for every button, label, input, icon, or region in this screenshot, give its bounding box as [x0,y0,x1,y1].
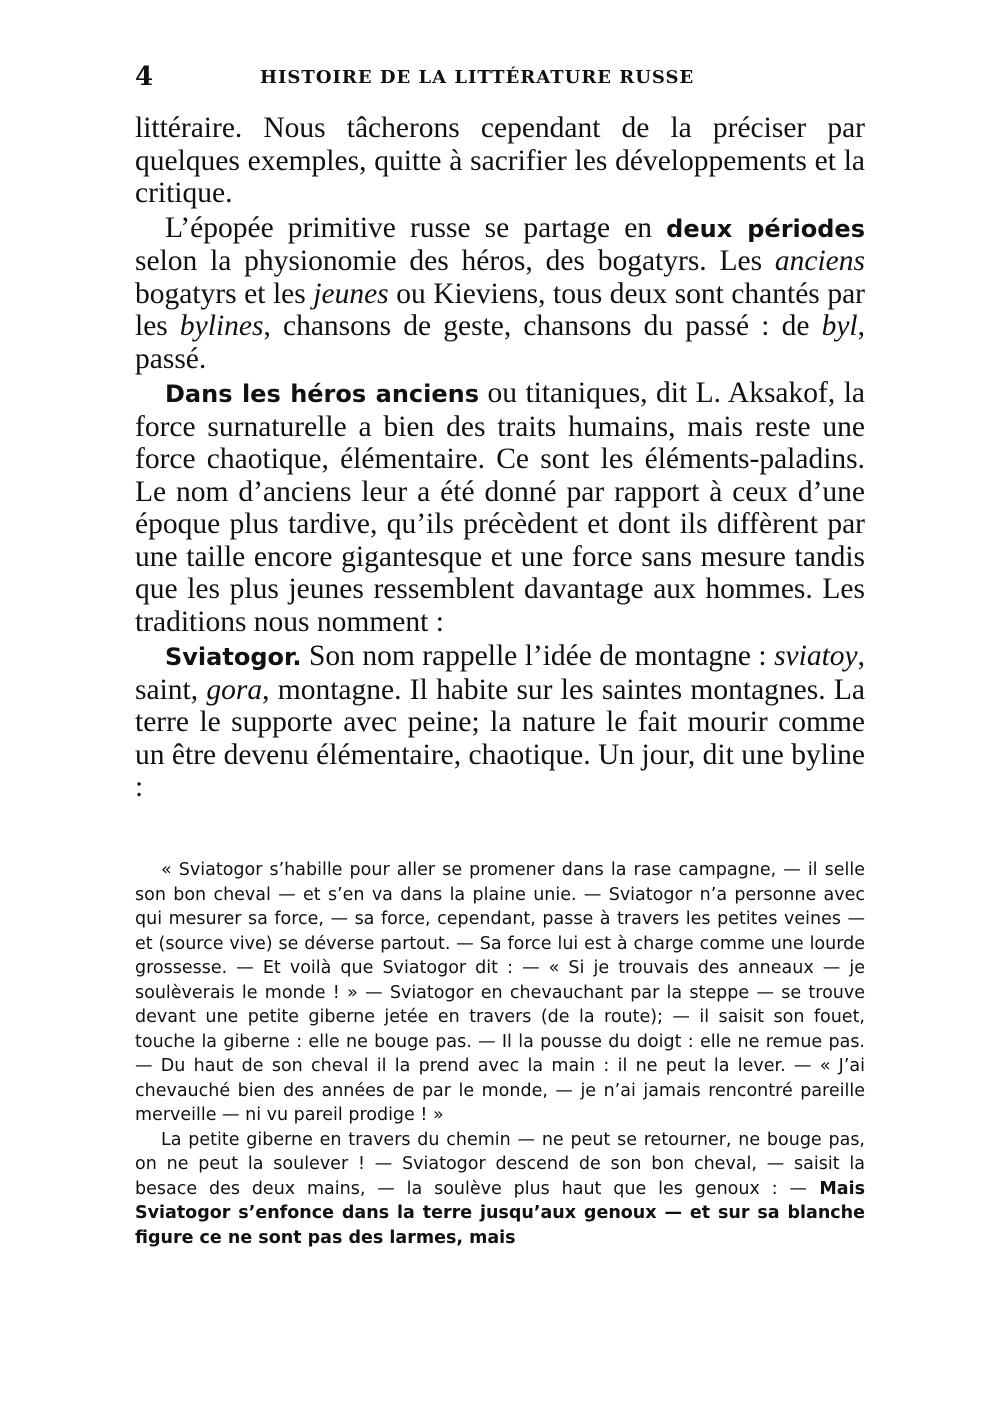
p4-text-1: Son nom rappelle l’idée de montagne : [301,640,775,672]
p2-text-4: ou Kieviens, tous deux sont chantés par les [135,277,865,342]
paragraph-1-text: littéraire. Nous tâcherons cependant de la préciser par quelques exemples, quitte à sacrifier les développements et la critique. [135,112,865,209]
p2-text-6: , passé. [135,310,865,375]
p4-text-3: , montagne. Il habite sur les saintes montagnes. La terre le supporte avec peine; la nature le fait mourir comme un être devenu élémentaire, chaotique. Un jour, dit une byline : [135,673,866,803]
quote-paragraph-1 [135,858,865,1128]
quote-text-1: « Sviatogor s’habille pour aller se promener dans la rase campagne, — il selle son bon cheval — et s’en va dans la plaine unie. — Sviatogor n’a personne avec qui mesurer sa force, — sa force, cependant, passe à travers les petites veines — et (source vive) se déverse partout. — Sa force lui est à charge comme une lourde grossesse. — Et voilà que Sviatogor dit : — « Si je trouvais des anneaux — je soulèverais le monde ! » — Sviatogor en chevauchant par la steppe — se trouve devant une petite giberne jetée en travers (de la route); — il saisit son fouet, touche la giberne : elle ne bouge pas. — Il la pousse du doigt : elle ne remue pas. — Du haut de son cheval il la prend avec la main : il ne peut la lever. — « J’ai chevauché bien des années de par le monde, — je n’ai jamais rencontré pareille merveille — ni vu pareil prodige ! » [135,860,865,1125]
p2-text-1: L’épopée primitive russe se partage en [165,211,667,244]
p2-italic-jeunes: jeunes [313,277,389,310]
page-header [135,62,865,102]
byline-quotation [135,858,865,1250]
paragraph-4 [135,640,865,804]
p4-bold-sviatogor: Sviatogor. [165,643,302,671]
quote-paragraph-2 [135,1128,865,1251]
p4-text-2: , saint, [135,640,865,706]
p3-bold-heros-anciens: Dans les héros anciens [165,380,480,408]
page-number: 4 [135,62,154,92]
p2-text-3: bogatyrs et les [135,277,314,310]
p2-text-2: selon la physionomie des héros, des bogatyrs. Les [135,245,775,277]
quote-text-2: La petite giberne en travers du chemin — ne peut se retourner, ne bouge pas, on ne peut la soulever ! — Sviatogor descend de son bon cheval, — saisit la besace des deux mains, — la soulève plus haut que les genoux : — [135,1129,865,1199]
p4-italic-gora: gora [206,673,263,706]
quote-text-2-bold: Mais Sviatogor s’enfonce dans la terre jusqu’aux genoux — et sur sa blanche figure ce ne sont pas des larmes, mais [135,1178,865,1248]
main-text [135,112,865,806]
paragraph-1 [135,112,865,210]
paragraph-2 [135,212,865,376]
p2-bold-deux-periodes: deux périodes [666,214,865,243]
p2-italic-anciens: anciens [774,245,865,277]
p2-italic-byl: byl [821,310,858,342]
p2-text-5: , chansons de geste, chansons du passé : de [263,310,822,342]
paragraph-3 [135,377,865,638]
running-title: HISTOIRE DE LA LITTÉRATURE RUSSE [260,67,695,88]
p3-text-1: ou titaniques, dit L. Aksakof, la force surnaturelle a bien des traits humains, mais reste une force chaotique, élémentaire. Ce sont les éléments-paladins. Le nom d’anciens leur a été donné par rapport à ceux d’une époque plus tardive, qu’ils précèdent et dont ils diffèrent par une taille encore gigantesque et une force sans mesure tandis que les plus jeunes ressemblent davantage aux hommes. Les traditions nous nomment : [135,377,865,638]
p2-italic-bylines: bylines [179,310,264,342]
p4-italic-sviatoy: sviatoy [774,640,858,672]
